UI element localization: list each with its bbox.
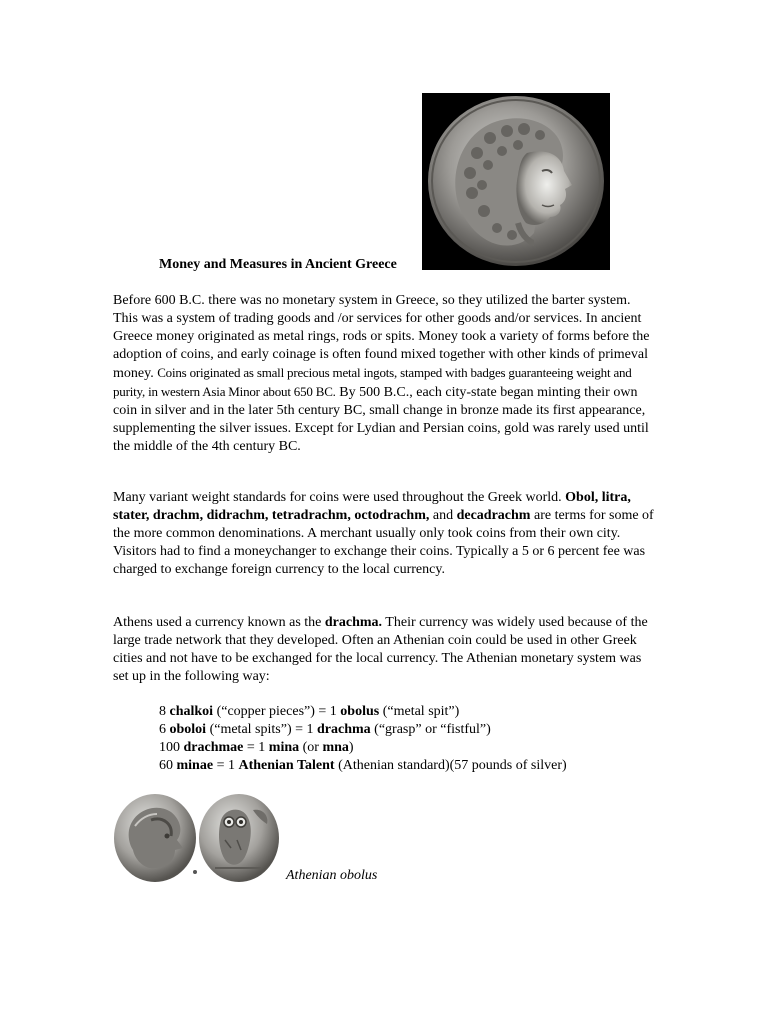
currency-name: drachma. <box>324 615 383 630</box>
measure-close: ) <box>348 740 354 755</box>
measure-alt-unit: mna <box>322 740 349 755</box>
measure-equals-unit: Athenian Talent <box>238 758 335 773</box>
measure-item <box>159 703 567 721</box>
paragraph-weights <box>113 489 658 579</box>
measure-equals-gloss: (or <box>299 740 323 755</box>
paragraph-weights-and: and <box>429 508 457 523</box>
coin-image-heracles <box>422 93 610 270</box>
coin-athena-owl-icon <box>111 790 286 885</box>
coin-heracles-icon <box>422 93 610 270</box>
measure-gloss: = 1 <box>243 740 269 755</box>
measure-gloss: (“metal spits”) = 1 <box>206 722 317 737</box>
measure-item <box>159 721 567 739</box>
paragraph-weights-intro: Many variant weight standards for coins were used throughout the Greek world. <box>113 490 566 505</box>
measure-unit: chalkoi <box>169 704 214 719</box>
measure-qty: 60 <box>159 758 177 773</box>
measure-qty: 6 <box>159 722 170 737</box>
paragraph-barter-text-2: Coins originated as small precious metal ingots, stamped with badges guaranteeing weight and purity, in western Asia Minor about 650 BC. <box>113 365 632 399</box>
measure-equals-gloss: (“metal spit”) <box>379 704 460 719</box>
coin-image-athenian-obolus <box>111 790 286 885</box>
measure-unit: minae <box>176 758 214 773</box>
measure-item <box>159 739 567 757</box>
denomination-last: decadrachm <box>456 508 531 523</box>
paragraph-athens <box>113 614 658 686</box>
page-title: Money and Measures in Ancient Greece <box>159 257 397 272</box>
measure-gloss: (“copper pieces”) = 1 <box>213 704 341 719</box>
measure-gloss: = 1 <box>213 758 239 773</box>
denomination-terms: Obol, litra, stater, drachm, didrachm, tetradrachm, octodrachm, <box>113 490 631 523</box>
measure-equals-unit: mina <box>268 740 300 755</box>
paragraph-barter-text-1: Before 600 B.C. there was no monetary system in Greece, so they utilized the barter system. This was a system of trading goods and /or services for other goods and/or services. In ancient Greece money originated as metal rings, rods or spits. Money took a variety of forms before the adoption of coins, and early coinage is often found mixed together with other kinds of primeval money. <box>113 293 650 381</box>
paragraph-weights-rest: are terms for some of the more common denominations. A merchant usually only took coins from their own city. Visitors had to find a moneychanger to exchange their coins. Typically a 5 or 6 percent fee was charged to exchange foreign currency to the local currency. <box>113 508 654 577</box>
measure-equals-unit: drachma <box>317 722 371 737</box>
measure-qty: 100 <box>159 740 184 755</box>
paragraph-athens-rest: Their currency was widely used because of the large trade network that they developed. Often an Athenian coin could be used in other Greek cities and not have to be exchanged for the local currency. The Athenian monetary system was set up in the following way: <box>113 615 648 684</box>
paragraph-barter <box>113 292 658 456</box>
paragraph-athens-intro: Athens used a currency known as the <box>113 615 325 630</box>
measure-equals-gloss: (Athenian standard)(57 pounds of silver) <box>334 758 567 773</box>
paragraph-barter-text-3: By 500 B.C., each city-state began minting their own coin in silver and in the later 5th century BC, small change in bronze made its first appearance, supplementing the silver issues. Except for Lydian and Persian coins, gold was rarely used until the middle of the 4th century BC. <box>113 385 649 454</box>
measure-equals-gloss: (“grasp” or “fistful”) <box>370 722 491 737</box>
coin-caption: Athenian obolus <box>286 868 378 883</box>
measure-qty: 8 <box>159 704 170 719</box>
measure-unit: drachmae <box>183 740 244 755</box>
measure-equals-unit: obolus <box>340 704 380 719</box>
measure-item <box>159 757 567 775</box>
measure-unit: oboloi <box>169 722 207 737</box>
measures-list <box>159 703 567 775</box>
